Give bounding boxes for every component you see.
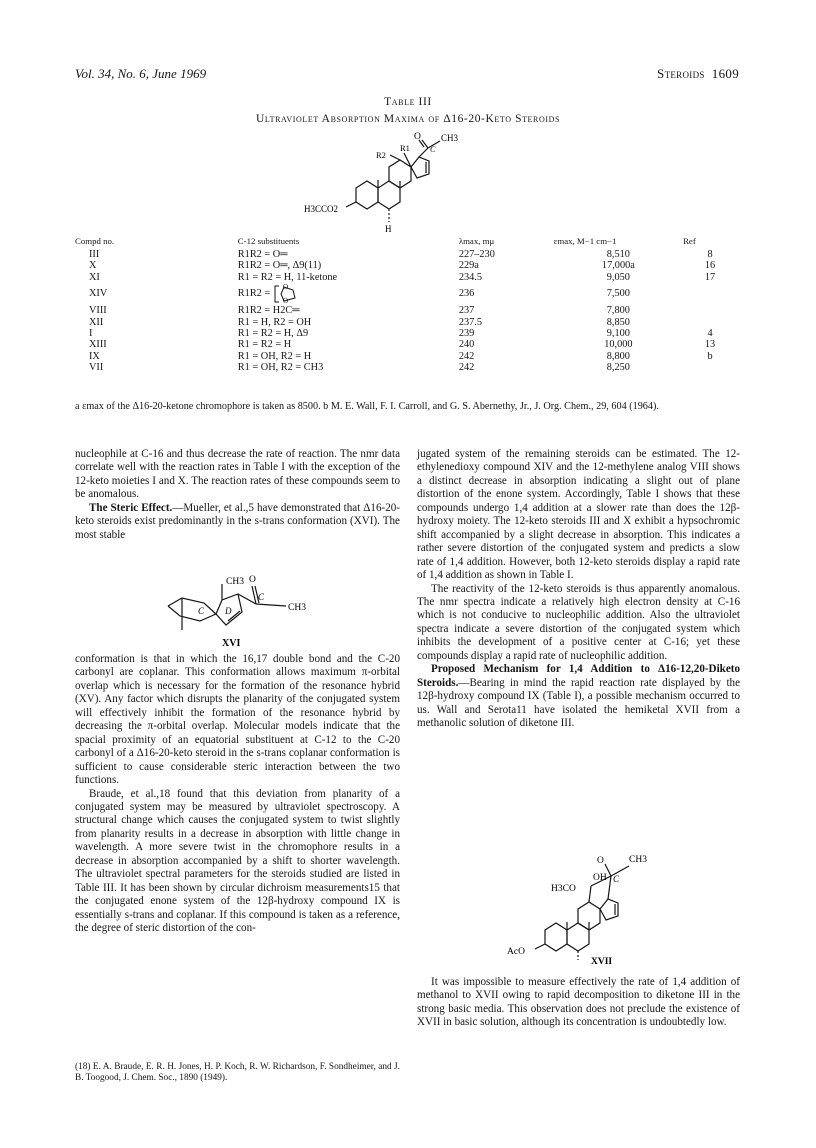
cell-lambda-max: 239 xyxy=(458,328,475,340)
fig-xvi-methyl-top: CH3 xyxy=(226,577,244,587)
table-row xyxy=(75,305,737,316)
cell-lambda-max: 234.5 xyxy=(458,271,482,283)
cell-ref: 17 xyxy=(704,271,716,283)
journal-name: Steroids xyxy=(657,66,705,81)
cell-lambda-max: 237 xyxy=(458,305,475,317)
figure-xvi xyxy=(160,570,350,648)
fig-xvii-carbon: C xyxy=(613,874,620,884)
cell-ref: 8 xyxy=(707,249,713,260)
cell-substituents: R1 = OH, R2 = H xyxy=(237,350,312,362)
ethylenedioxy-ring-icon xyxy=(273,284,299,304)
cell-compd: IX xyxy=(89,350,100,362)
paragraph-final: It was impossible to measure effectively the rate of 1,4 addition of methanol to XVII owing to rapid decomposition to diketone III in the strong basic media. This observation does not preclude the existence of XVII in basic solution, although its concentration is undoubtedly low. xyxy=(417,976,740,1029)
paragraph-steric-effect xyxy=(75,502,400,542)
cell-ref xyxy=(683,362,737,373)
hydrogen-label: H xyxy=(385,224,392,234)
cell-epsilon-max: 8,850 xyxy=(606,316,630,328)
cell-ref xyxy=(683,317,737,328)
cell-substituents: R1R2 = H2C═ xyxy=(237,305,300,317)
uv-absorption-table xyxy=(75,236,737,374)
reference-18: (18) E. A. Braude, E. R. H. Jones, H. P. Koch, R. W. Richardson, F. Sondheimer, and J. B. Toogood, J. Chem. Soc., 1890 (1949). xyxy=(75,1062,400,1084)
cell-compd: VII xyxy=(89,362,104,374)
cell-substituents: R1 = OH, R2 = CH3 xyxy=(237,362,324,374)
cell-substituents: R1 = H, R2 = OH xyxy=(237,316,312,328)
methyl-label: CH3 xyxy=(441,133,459,143)
col-header-lambda-max: λmax, mμ xyxy=(458,236,495,246)
paragraph: Braude, et al.,18 found that this deviation from planarity of a conjugated system may be measured by ultraviolet spectroscopy. A structural change which causes the conjugated system to twist slightly from planarity results in a decrease in absorption with little change in wavelength. A more severe twist in the chromophore results in a decrease in absorption accompanied by a shift to shorter wavelength. The ultraviolet spectral parameters for the steroids studied are listed in Table III. It has been shown by circular dichroism measurements15 that the conjugated enone system of the 12β-hydroxy compound IX is essentially s-trans and coplanar. If this compound is taken as a reference, the degree of steric distortion of the con- xyxy=(75,787,400,935)
svg-text:O: O xyxy=(282,283,288,291)
r2-label: R2 xyxy=(376,150,386,160)
table-structure-figure xyxy=(300,128,500,234)
cell-epsilon-max: 7,800 xyxy=(606,305,630,317)
table-row xyxy=(75,351,737,362)
ester-label: H3CCO2 xyxy=(304,204,339,214)
cell-compd: XI xyxy=(89,271,100,283)
table-row xyxy=(75,249,737,260)
cell-epsilon-max: 8,510 xyxy=(606,249,630,260)
cell-lambda-max: 242 xyxy=(458,350,475,362)
cell-epsilon-max: 7,500 xyxy=(606,288,630,300)
col-header-epsilon-max: εmax, M−1 cm−1 xyxy=(553,236,617,246)
cell-epsilon-max: 8,800 xyxy=(606,350,630,362)
figure-xvii xyxy=(505,848,695,966)
paragraph-proposed-mechanism xyxy=(417,663,740,730)
fig-xvi-carbon: C xyxy=(258,592,265,602)
cell-ref xyxy=(683,283,737,305)
running-header-volume: Vol. 34, No. 6, June 1969 xyxy=(75,66,207,81)
paragraph-text: —Mueller, et al.,5 have demonstrated that Δ16-20-keto steroids exist predominantly in the s-trans conformation (XVI). The most stable xyxy=(75,501,400,541)
fig-xvi-methyl-right: CH3 xyxy=(288,603,306,613)
fig-xvii-acetoxy: AcO xyxy=(507,947,525,957)
section-heading: Proposed Mechanism for 1,4 Addition to Δ16-12,20-Diketo Steroids. xyxy=(417,663,740,689)
fig-xvii-label: XVII xyxy=(591,957,613,966)
cell-substituents: R1R2 = O═ xyxy=(237,249,288,260)
table-row xyxy=(75,328,737,339)
table-row xyxy=(75,317,737,328)
cell-ref: b xyxy=(707,350,713,362)
table-header-row xyxy=(75,236,737,249)
cell-compd: XIII xyxy=(89,339,107,351)
cell-substituents: R1 = R2 = H xyxy=(237,339,292,351)
running-header-journal-page xyxy=(657,66,739,82)
cell-substituents-with-ring xyxy=(238,283,459,305)
fig-xvi-label: XVI xyxy=(222,638,241,648)
r1-label: R1 xyxy=(400,143,410,153)
cell-compd: VIII xyxy=(89,305,107,317)
paragraph: jugated system of the remaining steroids can be estimated. The 12-ethylenedioxy compound XIV and the 12-methylene analog VIII shows a distinct decrease in absorption indicating a slight out of plane distortion of the enone system. Accordingly, Table I shows that these compounds undergo 1,4 addition at a slower rate than does the 12β-hydroxy moiety. The 12-keto steroids III and X exhibit a hypsochromic shift accompanied by a slight decrease in absorption. This indicates a rather severe distortion of the conjugated system and predicts a slow rate of 1,4 addition. However, both 12-keto steroids display a rapid rate of 1,4 addition as shown in Table I. xyxy=(417,448,740,582)
paragraph: The reactivity of the 12-keto steroids is thus apparently anomalous. The nmr spectra indicate a relatively high electron density at C-16 which is not conducive to nucleophilic addition. Also the ultraviolet spectra indicate a severe distortion of the conjugated system which inhibits the development of a positive center at C-16; yet these compounds display a rapid rate of nucleophilic addition. xyxy=(417,582,740,662)
table-row xyxy=(75,339,737,350)
cell-epsilon-max: 17,000a xyxy=(601,260,635,272)
cell-ref: 16 xyxy=(704,260,716,272)
table-row xyxy=(75,260,737,271)
fig-xvi-ring-d: D xyxy=(225,606,232,616)
cell-lambda-max: 227–230 xyxy=(458,249,495,260)
svg-text:O: O xyxy=(282,296,288,304)
col-header-ref: Ref xyxy=(683,236,696,246)
fig-xvii-methyl: CH3 xyxy=(629,855,647,865)
table-row xyxy=(75,283,737,305)
cell-compd: X xyxy=(89,260,97,272)
cell-lambda-max: 242 xyxy=(458,362,475,374)
cell-substituents: R1R2 = O═, Δ9(11) xyxy=(237,260,322,272)
section-heading: The Steric Effect. xyxy=(89,501,173,514)
paragraph: conformation is that in which the 16,17 double bond and the C-20 carbonyl are coplanar. This conformation allows maximum π-orbital overlap which is necessary for the formation of the resonance hybrid (XV). Any factor which disrupts the planarity of the conjugated system will effectively inhibit the formation of the resonance hybrid by decreasing the π-orbital overlap. Molecular models indicate that the spacial proximity of an equatorial substituent at C-12 to the C-20 carbonyl of a Δ16-20-keto steroid in the s-trans coplanar conformation is sufficient to cause considerable steric interaction between the two functions. xyxy=(75,653,400,787)
cell-compd: III xyxy=(89,249,100,260)
table-row xyxy=(75,272,737,283)
carbonyl-oxygen-label: O xyxy=(414,132,421,142)
fig-xvi-ring-c: C xyxy=(198,606,205,616)
cell-epsilon-max: 9,100 xyxy=(606,328,630,340)
fig-xvii-oxygen: O xyxy=(597,856,604,866)
cell-compd: XIV xyxy=(89,288,108,300)
cell-substituents: R1 = R2 = H, Δ9 xyxy=(237,328,309,340)
cell-lambda-max: 236 xyxy=(458,288,475,300)
cell-lambda-max: 240 xyxy=(458,339,475,351)
col-header-compd: Compd no. xyxy=(75,236,115,246)
cell-compd: XII xyxy=(89,316,104,328)
right-column-top xyxy=(417,448,740,731)
cell-ref xyxy=(683,305,737,316)
cell-epsilon-max: 8,250 xyxy=(606,362,630,374)
fig-xvii-hydroxyl: OH xyxy=(593,873,607,883)
cell-lambda-max: 229a xyxy=(458,260,479,272)
cell-ref: 13 xyxy=(704,339,716,351)
left-column-top xyxy=(75,448,400,542)
carbonyl-carbon-label: C xyxy=(430,145,436,154)
cell-epsilon-max: 9,050 xyxy=(606,271,630,283)
left-column-bottom xyxy=(75,653,400,936)
cell-substituents: R1R2 = xyxy=(237,288,271,300)
col-header-substituents: C-12 substituents xyxy=(237,236,300,246)
table-footnote: a εmax of the Δ16-20-ketone chromophore is taken as 8500. b M. E. Wall, F. I. Carroll, and G. S. Abernethy, Jr., J. Org. Chem., 29, 604 (1964). xyxy=(75,401,659,412)
fig-xvi-oxygen: O xyxy=(249,575,256,585)
table-row xyxy=(75,362,737,373)
cell-ref: 4 xyxy=(707,328,713,340)
cell-substituents: R1 = R2 = H, 11-ketone xyxy=(237,271,338,283)
paragraph: nucleophile at C-16 and thus decrease the rate of reaction. The nmr data correlate well with the reaction rates in Table I with the exception of the 12-keto moieties I and X. The reaction rates of these compounds seem to be anomalous. xyxy=(75,448,400,501)
table-number: Table III xyxy=(384,96,432,108)
cell-compd: I xyxy=(89,328,93,340)
fig-xvii-methoxy: H3CO xyxy=(551,884,576,894)
page-number: 1609 xyxy=(711,66,739,81)
paragraph-text: —Bearing in mind the rapid reaction rate displayed by the 12β-hydroxy compound IX (Table I), a possible mechanism occurred to us. Wall and Serota11 have isolated the hemiketal XVII from a methanolic solution of diketone III. xyxy=(417,676,740,730)
table-caption: Ultraviolet Absorption Maxima of Δ16-20-Keto Steroids xyxy=(255,113,561,125)
cell-lambda-max: 237.5 xyxy=(458,316,482,328)
cell-epsilon-max: 10,000 xyxy=(604,339,633,351)
